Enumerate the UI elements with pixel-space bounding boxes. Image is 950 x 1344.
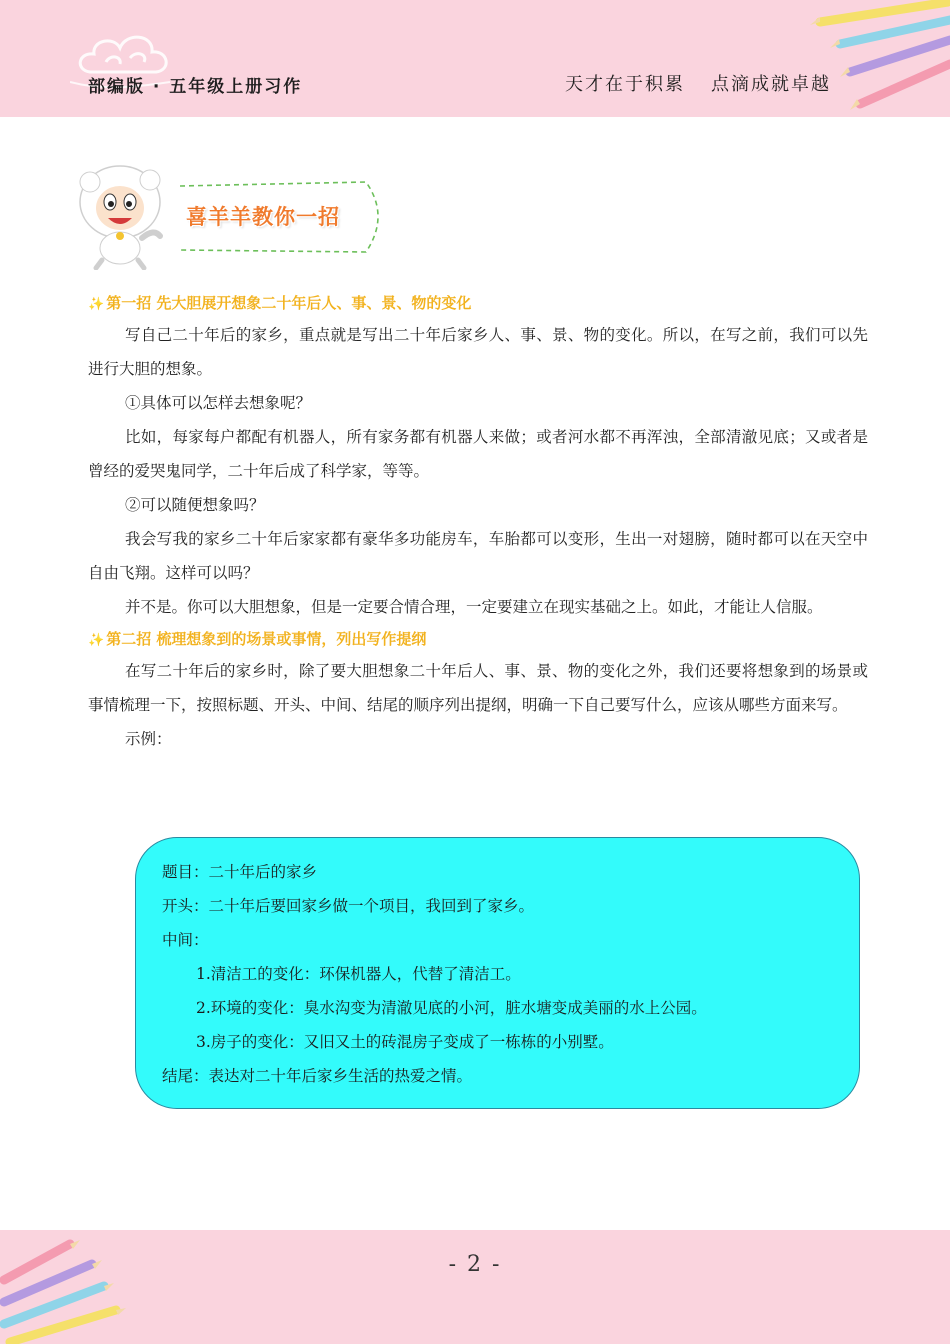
motto	[565, 70, 831, 96]
motto-part-1: 天才在于积累	[565, 74, 685, 95]
outline-middle: 中间：	[162, 931, 209, 949]
example-label: 示例：	[125, 730, 172, 748]
outline-item-1: 1.清洁工的变化：环保机器人，代替了清洁工。	[196, 965, 521, 983]
paragraph: 并不是。你可以大胆想象，但是一定要合情合理，一定要建立在现实基础之上。如此，才能让人信服。	[125, 598, 823, 616]
paragraph: 写自己二十年后的家乡，重点就是写出二十年后家乡人、事、景、物的变化。所以，在写之前，我们可以先进行大胆的想象。	[88, 326, 868, 378]
outline-item-2: 2.环境的变化：臭水沟变为清澈见底的小河，脏水塘变成美丽的水上公园。	[196, 999, 707, 1017]
paragraph: 我会写我的家乡二十年后家家都有豪华多功能房车，车胎都可以变形，生出一对翅膀，随时都可以在天空中自由飞翔。这样可以吗？	[88, 530, 868, 582]
outline-opening: 开头：二十年后要回家乡做一个项目，我回到了家乡。	[162, 897, 535, 915]
sparkle-icon: ✨	[88, 633, 105, 648]
book-title: 部编版 · 五年级上册习作	[88, 77, 303, 97]
question-2: ②可以随便想象吗？	[125, 496, 265, 514]
page-number: - 2 -	[448, 1252, 502, 1277]
motto-part-2: 点滴成就卓越	[711, 74, 831, 95]
article-body	[88, 288, 868, 756]
page-footer	[0, 1230, 950, 1344]
section-heading-1: ✨ 第一招 先大胆展开想象二十年后人、事、景、物的变化	[88, 294, 472, 312]
paragraph: 比如，每家每户都配有机器人，所有家务都有机器人来做；或者河水都不再浑浊，全部清澈见底；又或者是曾经的爱哭鬼同学，二十年后成了科学家，等等。	[88, 428, 868, 480]
section-heading-2: ✨ 第二招 梳理想象到的场景或事情，列出写作提纲	[88, 630, 427, 648]
pencils-decoration-icon	[810, 0, 950, 117]
outline-item-3: 3.房子的变化：又旧又土的砖混房子变成了一栋栋的小别墅。	[196, 1033, 614, 1051]
paragraph: 在写二十年后的家乡时，除了要大胆想象二十年后人、事、景、物的变化之外，我们还要将想象到的场景或事情梳理一下，按照标题、开头、中间、结尾的顺序列出提纲，明确一下自己要写什么，应该从哪些方面来写。	[88, 662, 868, 714]
outline-title: 题目：二十年后的家乡	[162, 863, 318, 881]
pencils-decoration-icon	[0, 1232, 130, 1344]
question-1: ①具体可以怎样去想象呢？	[125, 394, 312, 412]
outline-ending: 结尾：表达对二十年后家乡生活的热爱之情。	[162, 1067, 473, 1085]
badge-title: 喜羊羊教你一招	[186, 205, 340, 229]
goat-mascot-icon	[72, 160, 172, 270]
sparkle-icon: ✨	[88, 297, 105, 312]
example-outline-box	[135, 837, 860, 1109]
